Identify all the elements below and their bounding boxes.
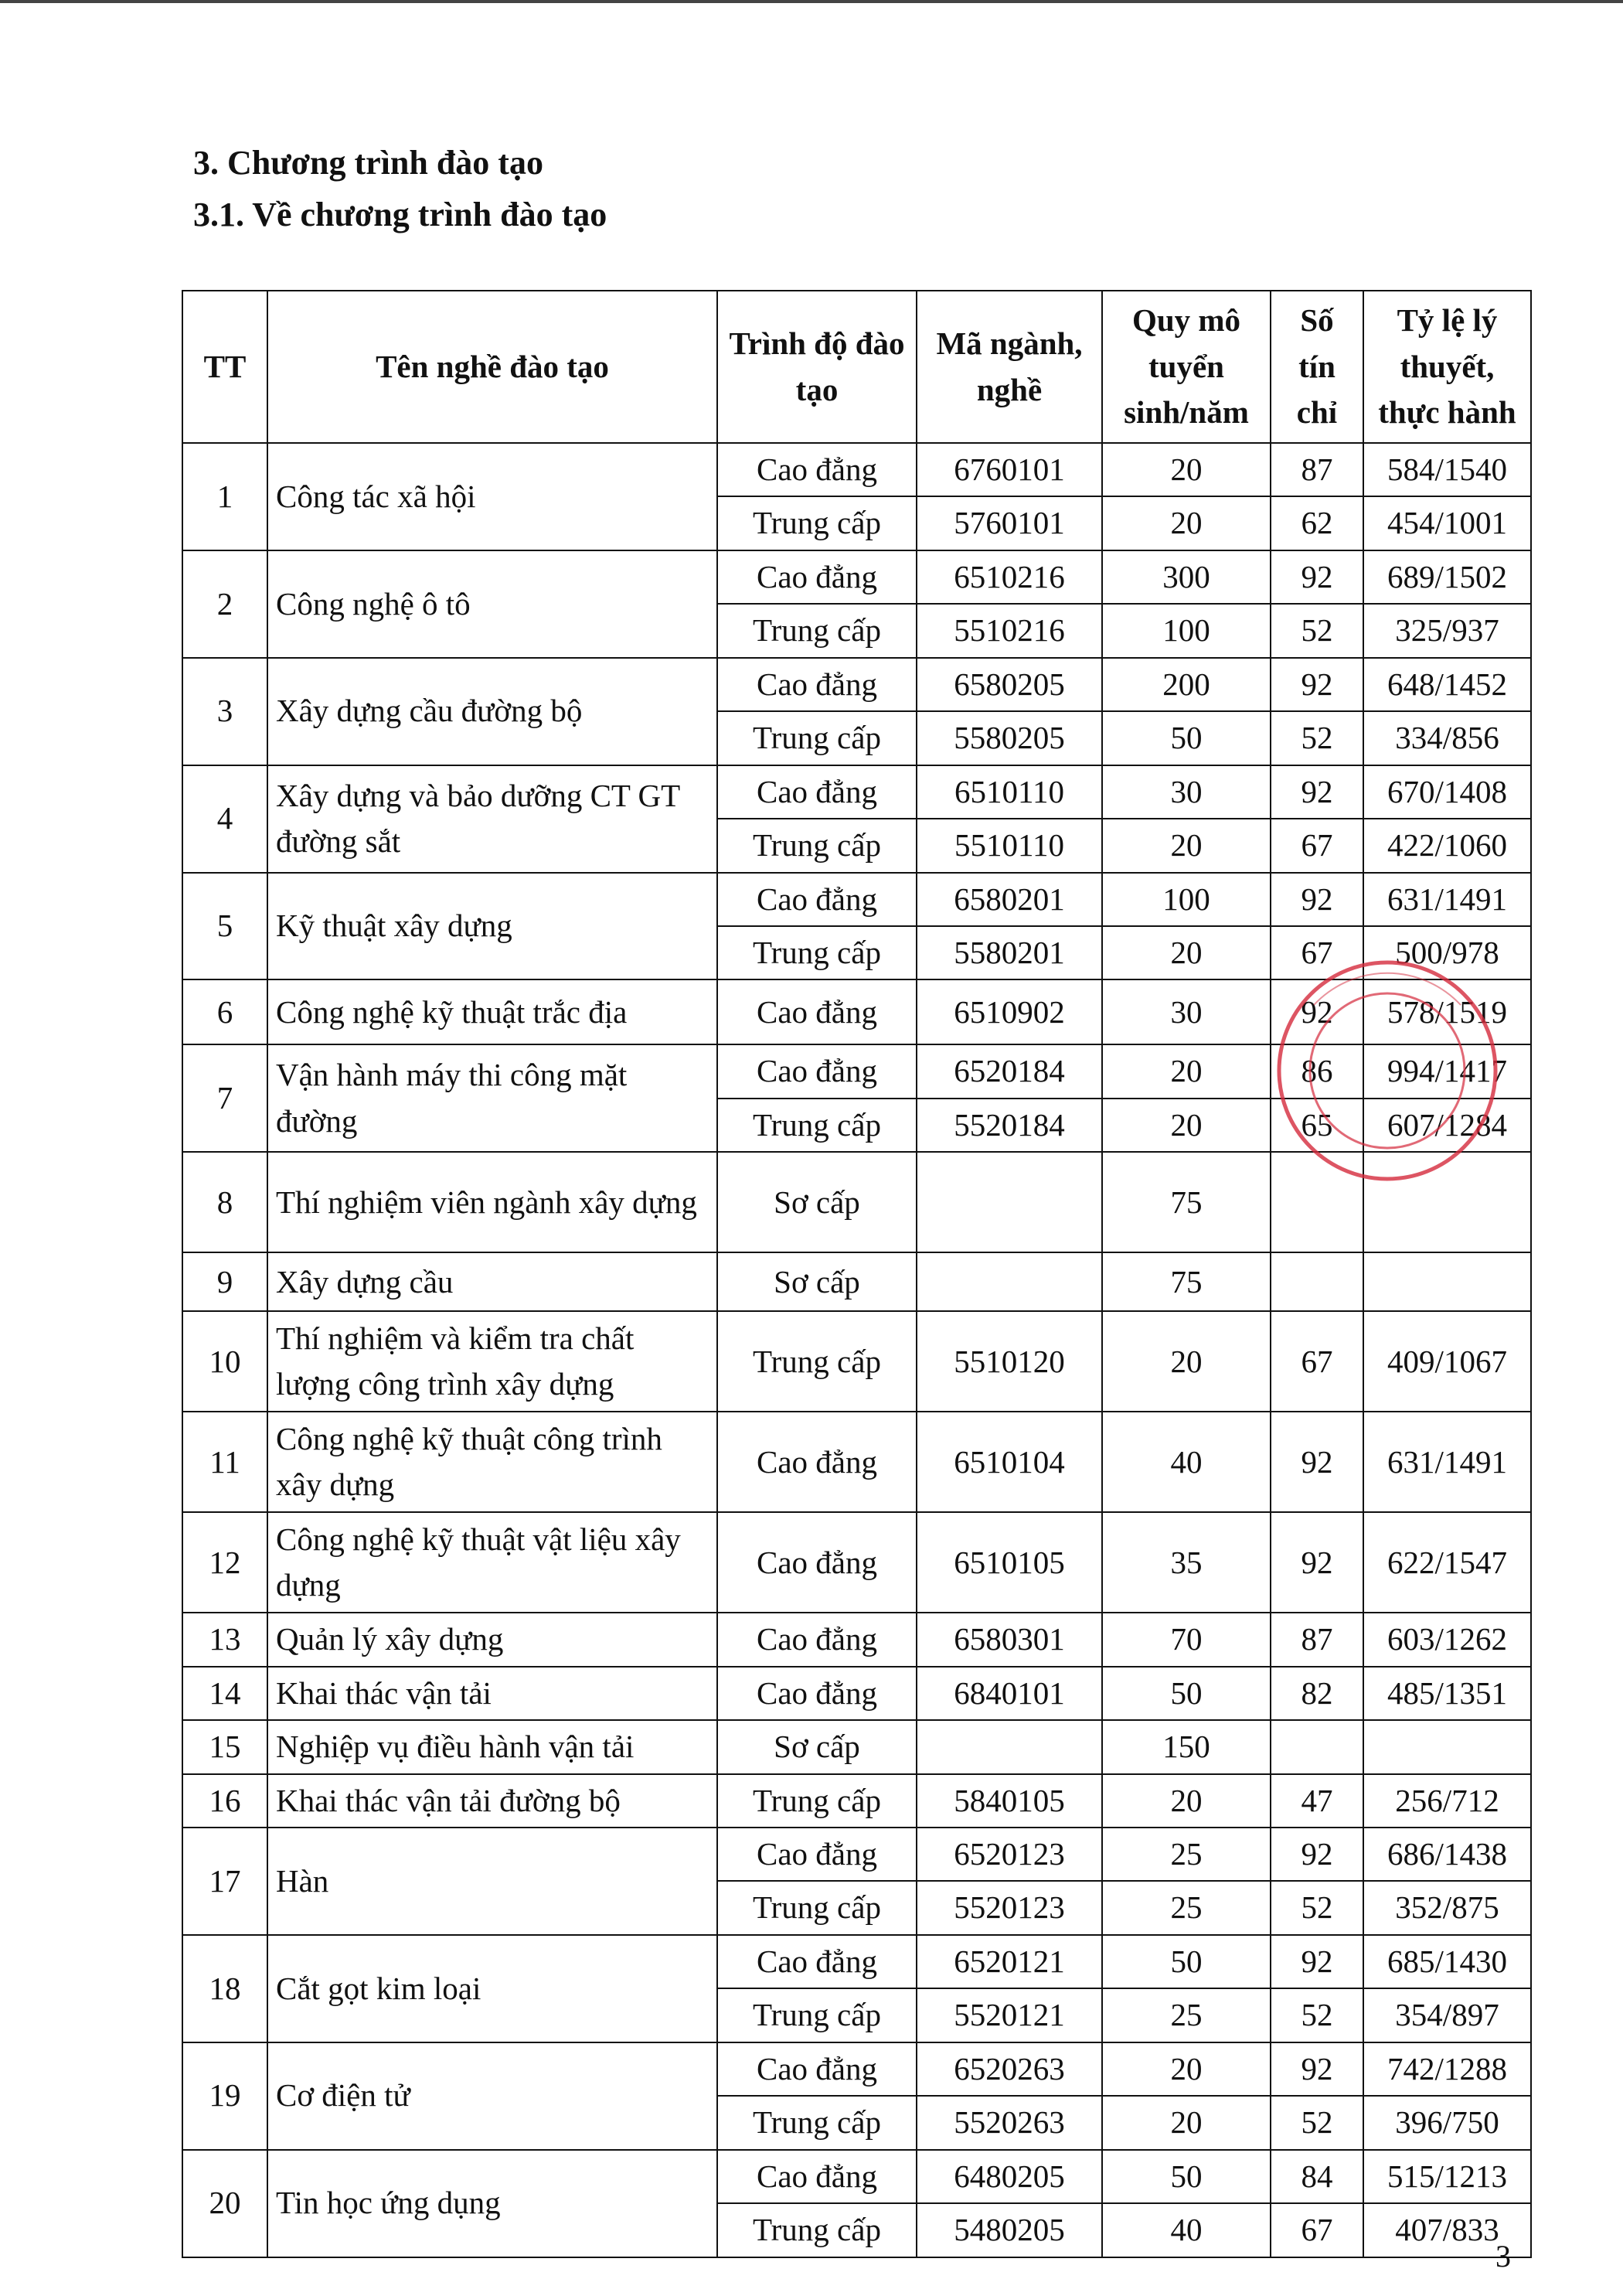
training-level: Trung cấp <box>717 1774 917 1828</box>
theory-practice-ratio: 396/750 <box>1363 2096 1531 2149</box>
program-name: Công nghệ kỹ thuật trắc địa <box>267 979 717 1044</box>
enrollment-scale: 20 <box>1102 926 1271 979</box>
enrollment-scale: 35 <box>1102 1512 1271 1613</box>
theory-practice-ratio: 454/1001 <box>1363 496 1531 550</box>
credit-count: 92 <box>1271 2042 1363 2096</box>
header-level: Trình độ đào tạo <box>717 291 917 443</box>
program-name: Cắt gọt kim loại <box>267 1935 717 2042</box>
theory-practice-ratio: 325/937 <box>1363 604 1531 657</box>
theory-practice-ratio: 994/1417 <box>1363 1044 1531 1098</box>
row-number: 16 <box>182 1774 267 1828</box>
training-level: Trung cấp <box>717 1881 917 1934</box>
theory-practice-ratio <box>1363 1720 1531 1773</box>
training-level: Trung cấp <box>717 604 917 657</box>
enrollment-scale: 50 <box>1102 711 1271 765</box>
table-row <box>182 1044 1531 1098</box>
theory-practice-ratio: 256/712 <box>1363 1774 1531 1828</box>
enrollment-scale: 25 <box>1102 1828 1271 1881</box>
theory-practice-ratio: 352/875 <box>1363 1881 1531 1934</box>
header-tt: TT <box>182 291 267 443</box>
enrollment-scale: 20 <box>1102 1044 1271 1098</box>
program-code: 5760101 <box>917 496 1102 550</box>
program-name: Kỹ thuật xây dựng <box>267 873 717 980</box>
credit-count: 86 <box>1271 1044 1363 1098</box>
subsection-title: 3.1. Về chương trình đào tạo <box>193 196 607 233</box>
training-level: Trung cấp <box>717 926 917 979</box>
credit-count: 92 <box>1271 873 1363 926</box>
training-level: Trung cấp <box>717 496 917 550</box>
program-code: 6510105 <box>917 1512 1102 1613</box>
table-row <box>182 1152 1531 1252</box>
program-name: Thí nghiệm viên ngành xây dựng <box>267 1152 717 1252</box>
enrollment-scale: 50 <box>1102 2150 1271 2203</box>
credit-count: 62 <box>1271 496 1363 550</box>
training-level: Cao đẳng <box>717 1935 917 1988</box>
row-number: 4 <box>182 765 267 873</box>
credit-count: 87 <box>1271 1613 1363 1666</box>
credit-count: 67 <box>1271 819 1363 872</box>
program-name: Vận hành máy thi công mặt đường <box>267 1044 717 1152</box>
enrollment-scale: 20 <box>1102 819 1271 872</box>
training-level: Cao đẳng <box>717 1512 917 1613</box>
training-level: Cao đẳng <box>717 550 917 604</box>
theory-practice-ratio: 685/1430 <box>1363 1935 1531 1988</box>
table-row <box>182 873 1531 926</box>
header-scale: Quy mô tuyển sinh/năm <box>1102 291 1271 443</box>
program-code: 6510216 <box>917 550 1102 604</box>
credit-count: 47 <box>1271 1774 1363 1828</box>
training-level: Cao đẳng <box>717 765 917 819</box>
program-name: Tin học ứng dụng <box>267 2150 717 2257</box>
credit-count: 67 <box>1271 2203 1363 2257</box>
program-name: Công nghệ kỹ thuật vật liệu xây dựng <box>267 1512 717 1613</box>
training-level: Cao đẳng <box>717 1613 917 1666</box>
row-number: 1 <box>182 443 267 550</box>
program-code: 5580201 <box>917 926 1102 979</box>
header-ratio: Tỷ lệ lý thuyết, thực hành <box>1363 291 1531 443</box>
header-code: Mã ngành, nghề <box>917 291 1102 443</box>
enrollment-scale: 20 <box>1102 1311 1271 1412</box>
training-level: Cao đẳng <box>717 658 917 711</box>
theory-practice-ratio: 500/978 <box>1363 926 1531 979</box>
training-level: Trung cấp <box>717 711 917 765</box>
row-number: 18 <box>182 1935 267 2042</box>
training-level: Sơ cấp <box>717 1152 917 1252</box>
enrollment-scale: 150 <box>1102 1720 1271 1773</box>
training-level: Cao đẳng <box>717 873 917 926</box>
enrollment-scale: 75 <box>1102 1252 1271 1311</box>
training-level: Cao đẳng <box>717 1412 917 1512</box>
row-number: 9 <box>182 1252 267 1311</box>
program-code: 5480205 <box>917 2203 1102 2257</box>
row-number: 10 <box>182 1311 267 1412</box>
row-number: 13 <box>182 1613 267 1666</box>
program-name: Xây dựng cầu đường bộ <box>267 658 717 765</box>
program-code <box>917 1720 1102 1773</box>
row-number: 7 <box>182 1044 267 1152</box>
table-row <box>182 1667 1531 1720</box>
credit-count <box>1271 1720 1363 1773</box>
credit-count: 52 <box>1271 711 1363 765</box>
enrollment-scale: 50 <box>1102 1667 1271 1720</box>
enrollment-scale: 70 <box>1102 1613 1271 1666</box>
table-row <box>182 443 1531 496</box>
program-code <box>917 1252 1102 1311</box>
training-level: Trung cấp <box>717 1099 917 1152</box>
program-code: 5520263 <box>917 2096 1102 2149</box>
training-level: Trung cấp <box>717 2096 917 2149</box>
training-level: Trung cấp <box>717 1988 917 2042</box>
program-code: 5520121 <box>917 1988 1102 2042</box>
credit-count: 92 <box>1271 1412 1363 1512</box>
table-row <box>182 658 1531 711</box>
training-level: Cao đẳng <box>717 1667 917 1720</box>
program-code <box>917 1152 1102 1252</box>
credit-count: 92 <box>1271 765 1363 819</box>
enrollment-scale: 20 <box>1102 1099 1271 1152</box>
training-level: Trung cấp <box>717 819 917 872</box>
enrollment-scale: 100 <box>1102 604 1271 657</box>
program-code: 5520184 <box>917 1099 1102 1152</box>
theory-practice-ratio: 631/1491 <box>1363 1412 1531 1512</box>
page-number: 3 <box>1495 2239 1511 2274</box>
program-name: Xây dựng và bảo dưỡng CT GT đường sắt <box>267 765 717 873</box>
theory-practice-ratio: 409/1067 <box>1363 1311 1531 1412</box>
enrollment-scale: 100 <box>1102 873 1271 926</box>
table-body <box>182 443 1531 2257</box>
table-row <box>182 979 1531 1044</box>
training-level: Sơ cấp <box>717 1252 917 1311</box>
row-number: 8 <box>182 1152 267 1252</box>
program-name: Khai thác vận tải <box>267 1667 717 1720</box>
credit-count: 52 <box>1271 604 1363 657</box>
theory-practice-ratio: 515/1213 <box>1363 2150 1531 2203</box>
program-code: 5580205 <box>917 711 1102 765</box>
theory-practice-ratio: 422/1060 <box>1363 819 1531 872</box>
program-name: Công nghệ ô tô <box>267 550 717 658</box>
enrollment-scale: 75 <box>1102 1152 1271 1252</box>
program-name: Quản lý xây dựng <box>267 1613 717 1666</box>
training-level: Cao đẳng <box>717 2042 917 2096</box>
program-code: 6510104 <box>917 1412 1102 1512</box>
enrollment-scale: 20 <box>1102 443 1271 496</box>
credit-count <box>1271 1152 1363 1252</box>
row-number: 14 <box>182 1667 267 1720</box>
training-level: Cao đẳng <box>717 1828 917 1881</box>
theory-practice-ratio: 584/1540 <box>1363 443 1531 496</box>
row-number: 3 <box>182 658 267 765</box>
theory-practice-ratio: 407/833 <box>1363 2203 1531 2257</box>
theory-practice-ratio: 485/1351 <box>1363 1667 1531 1720</box>
table-row <box>182 2150 1531 2203</box>
enrollment-scale: 50 <box>1102 1935 1271 1988</box>
table-row <box>182 1935 1531 1988</box>
program-code: 5510216 <box>917 604 1102 657</box>
program-code: 6580301 <box>917 1613 1102 1666</box>
row-number: 2 <box>182 550 267 658</box>
credit-count: 92 <box>1271 658 1363 711</box>
credit-count: 52 <box>1271 1881 1363 1934</box>
program-code: 5510110 <box>917 819 1102 872</box>
program-name: Thí nghiệm và kiểm tra chất lượng công trình xây dựng <box>267 1311 717 1412</box>
program-name: Hàn <box>267 1828 717 1935</box>
training-level: Cao đẳng <box>717 979 917 1044</box>
program-name: Công nghệ kỹ thuật công trình xây dựng <box>267 1412 717 1512</box>
theory-practice-ratio: 622/1547 <box>1363 1512 1531 1613</box>
program-code: 6580201 <box>917 873 1102 926</box>
credit-count: 92 <box>1271 550 1363 604</box>
credit-count: 87 <box>1271 443 1363 496</box>
program-code: 5840105 <box>917 1774 1102 1828</box>
credit-count: 92 <box>1271 1512 1363 1613</box>
program-name: Nghiệp vụ điều hành vận tải <box>267 1720 717 1773</box>
program-code: 6510110 <box>917 765 1102 819</box>
credit-count: 92 <box>1271 1935 1363 1988</box>
program-code: 5510120 <box>917 1311 1102 1412</box>
training-level: Cao đẳng <box>717 2150 917 2203</box>
theory-practice-ratio: 742/1288 <box>1363 2042 1531 2096</box>
table-row <box>182 1720 1531 1773</box>
program-code: 6760101 <box>917 443 1102 496</box>
enrollment-scale: 200 <box>1102 658 1271 711</box>
theory-practice-ratio: 686/1438 <box>1363 1828 1531 1881</box>
table-row <box>182 1828 1531 1881</box>
theory-practice-ratio: 607/1284 <box>1363 1099 1531 1152</box>
row-number: 12 <box>182 1512 267 1613</box>
program-code: 6520263 <box>917 2042 1102 2096</box>
credit-count: 52 <box>1271 1988 1363 2042</box>
table-row <box>182 765 1531 819</box>
credit-count: 52 <box>1271 2096 1363 2149</box>
theory-practice-ratio <box>1363 1152 1531 1252</box>
theory-practice-ratio: 670/1408 <box>1363 765 1531 819</box>
table-row <box>182 1512 1531 1613</box>
enrollment-scale: 20 <box>1102 2042 1271 2096</box>
row-number: 11 <box>182 1412 267 1512</box>
theory-practice-ratio: 578/1519 <box>1363 979 1531 1044</box>
table-row <box>182 1311 1531 1412</box>
program-code: 6520184 <box>917 1044 1102 1098</box>
table-row <box>182 1252 1531 1311</box>
table-row <box>182 1774 1531 1828</box>
credit-count: 92 <box>1271 979 1363 1044</box>
theory-practice-ratio: 631/1491 <box>1363 873 1531 926</box>
table-row <box>182 1613 1531 1666</box>
enrollment-scale: 20 <box>1102 1774 1271 1828</box>
row-number: 19 <box>182 2042 267 2150</box>
credit-count: 84 <box>1271 2150 1363 2203</box>
training-level: Trung cấp <box>717 1311 917 1412</box>
training-level: Sơ cấp <box>717 1720 917 1773</box>
row-number: 20 <box>182 2150 267 2257</box>
program-code: 6480205 <box>917 2150 1102 2203</box>
program-code: 6510902 <box>917 979 1102 1044</box>
theory-practice-ratio: 603/1262 <box>1363 1613 1531 1666</box>
credit-count: 67 <box>1271 1311 1363 1412</box>
enrollment-scale: 25 <box>1102 1988 1271 2042</box>
row-number: 17 <box>182 1828 267 1935</box>
enrollment-scale: 40 <box>1102 2203 1271 2257</box>
training-level: Cao đẳng <box>717 1044 917 1098</box>
enrollment-scale: 30 <box>1102 765 1271 819</box>
program-name: Công tác xã hội <box>267 443 717 550</box>
training-level: Cao đẳng <box>717 443 917 496</box>
table-row <box>182 2042 1531 2096</box>
theory-practice-ratio <box>1363 1252 1531 1311</box>
enrollment-scale: 20 <box>1102 2096 1271 2149</box>
enrollment-scale: 40 <box>1102 1412 1271 1512</box>
enrollment-scale: 30 <box>1102 979 1271 1044</box>
row-number: 15 <box>182 1720 267 1773</box>
program-code: 6580205 <box>917 658 1102 711</box>
training-program-table <box>182 290 1532 2258</box>
scan-top-edge <box>0 0 1623 3</box>
credit-count <box>1271 1252 1363 1311</box>
credit-count: 65 <box>1271 1099 1363 1152</box>
row-number: 6 <box>182 979 267 1044</box>
table-row <box>182 1412 1531 1512</box>
enrollment-scale: 20 <box>1102 496 1271 550</box>
program-code: 6520123 <box>917 1828 1102 1881</box>
credit-count: 92 <box>1271 1828 1363 1881</box>
theory-practice-ratio: 648/1452 <box>1363 658 1531 711</box>
theory-practice-ratio: 354/897 <box>1363 1988 1531 2042</box>
credit-count: 67 <box>1271 926 1363 979</box>
header-name: Tên nghề đào tạo <box>267 291 717 443</box>
program-name: Khai thác vận tải đường bộ <box>267 1774 717 1828</box>
section-title: 3. Chương trình đào tạo <box>193 144 543 182</box>
program-code: 6520121 <box>917 1935 1102 1988</box>
table-row <box>182 550 1531 604</box>
credit-count: 82 <box>1271 1667 1363 1720</box>
row-number: 5 <box>182 873 267 980</box>
training-level: Trung cấp <box>717 2203 917 2257</box>
theory-practice-ratio: 689/1502 <box>1363 550 1531 604</box>
program-code: 5520123 <box>917 1881 1102 1934</box>
program-name: Xây dựng cầu <box>267 1252 717 1311</box>
program-name: Cơ điện tử <box>267 2042 717 2150</box>
header-credits: Số tín chỉ <box>1271 291 1363 443</box>
program-code: 6840101 <box>917 1667 1102 1720</box>
table-header-row <box>182 291 1531 443</box>
theory-practice-ratio: 334/856 <box>1363 711 1531 765</box>
enrollment-scale: 25 <box>1102 1881 1271 1934</box>
enrollment-scale: 300 <box>1102 550 1271 604</box>
